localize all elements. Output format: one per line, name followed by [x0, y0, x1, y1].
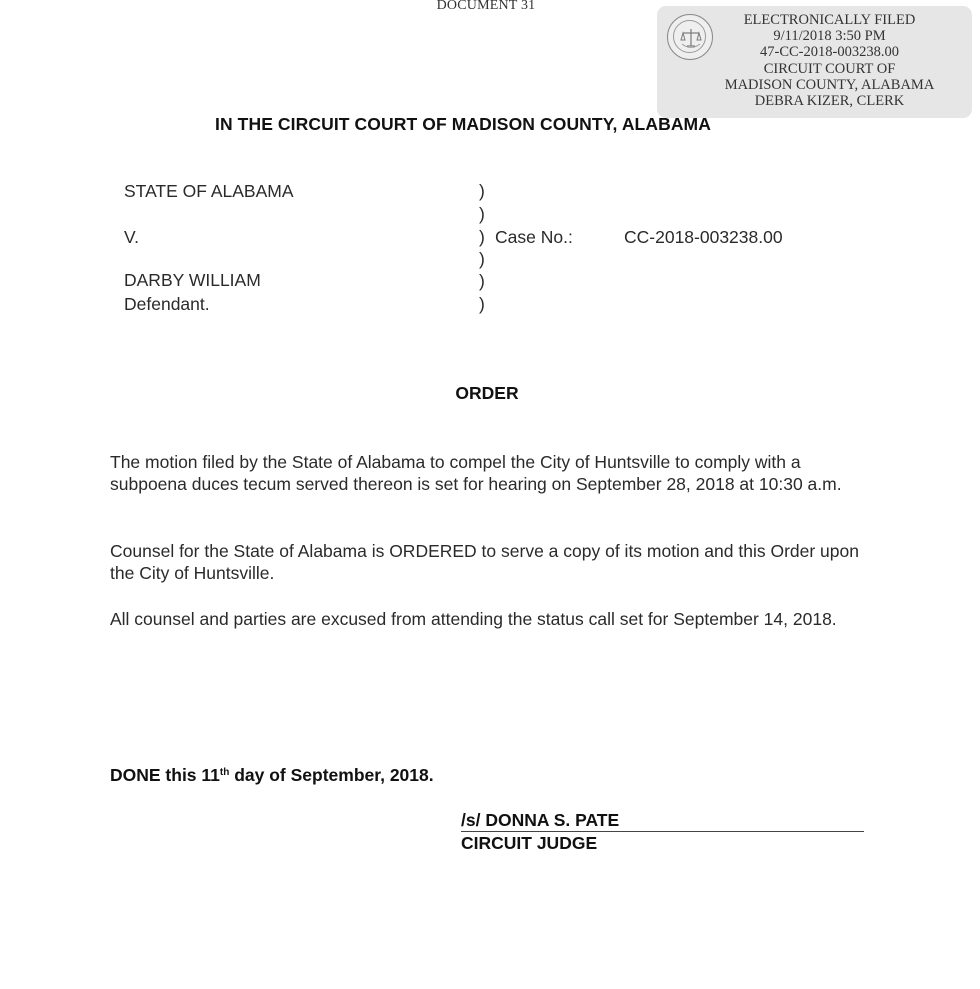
versus-label: V.	[124, 227, 139, 247]
stamp-line-status: ELECTRONICALLY FILED	[743, 12, 916, 28]
caption-bracket: )	[479, 249, 485, 269]
stamp-line-docket: 47-CC-2018-003238.00	[760, 44, 899, 61]
defendant-name: DARBY WILLIAM	[124, 270, 261, 290]
order-paragraph-hearing: The motion filed by the State of Alabama to compel the City of Huntsville to comply with a subpoena duces tecum served thereon is set for hearing on September 28, 2018 at 10:30 a.m.	[110, 452, 842, 495]
caption-bracket: )	[479, 181, 485, 201]
case-number: CC-2018-003238.00	[624, 227, 783, 247]
judge-title: CIRCUIT JUDGE	[461, 833, 598, 853]
done-rest: day of September, 2018.	[229, 765, 434, 785]
done-prefix: DONE this 11	[110, 765, 220, 785]
case-number-label: Case No.:	[495, 227, 573, 247]
caption-bracket: )	[479, 294, 485, 314]
stamp-line-clerk: DEBRA KIZER, CLERK	[754, 93, 905, 110]
order-paragraph-service: Counsel for the State of Alabama is ORDERED to serve a copy of its motion and this Order upon the City of Huntsville.	[110, 541, 859, 584]
document-number: DOCUMENT 31	[436, 0, 536, 13]
signature-line	[461, 831, 864, 832]
order-paragraph-excusal: All counsel and parties are excused from attending the status call set for September 14, 2018.	[110, 609, 837, 629]
ordinal-suffix: th	[219, 767, 230, 778]
judge-signature: /s/ DONNA S. PATE	[461, 810, 620, 830]
plaintiff-name: STATE OF ALABAMA	[124, 181, 294, 201]
stamp-line-county: MADISON COUNTY, ALABAMA	[724, 76, 935, 93]
done-date-line	[110, 765, 434, 786]
order-title: ORDER	[455, 383, 519, 403]
caption-bracket: )	[479, 204, 485, 224]
caption-bracket: )	[479, 227, 485, 247]
caption-bracket: )	[479, 271, 485, 291]
court-heading: IN THE CIRCUIT COURT OF MADISON COUNTY, ALABAMA	[215, 114, 711, 134]
electronic-filing-stamp	[657, 6, 972, 118]
stamp-line-court: CIRCUIT COURT OF	[763, 60, 896, 77]
stamp-line-datetime: 9/11/2018 3:50 PM	[773, 28, 886, 45]
defendant-role: Defendant.	[124, 294, 210, 314]
